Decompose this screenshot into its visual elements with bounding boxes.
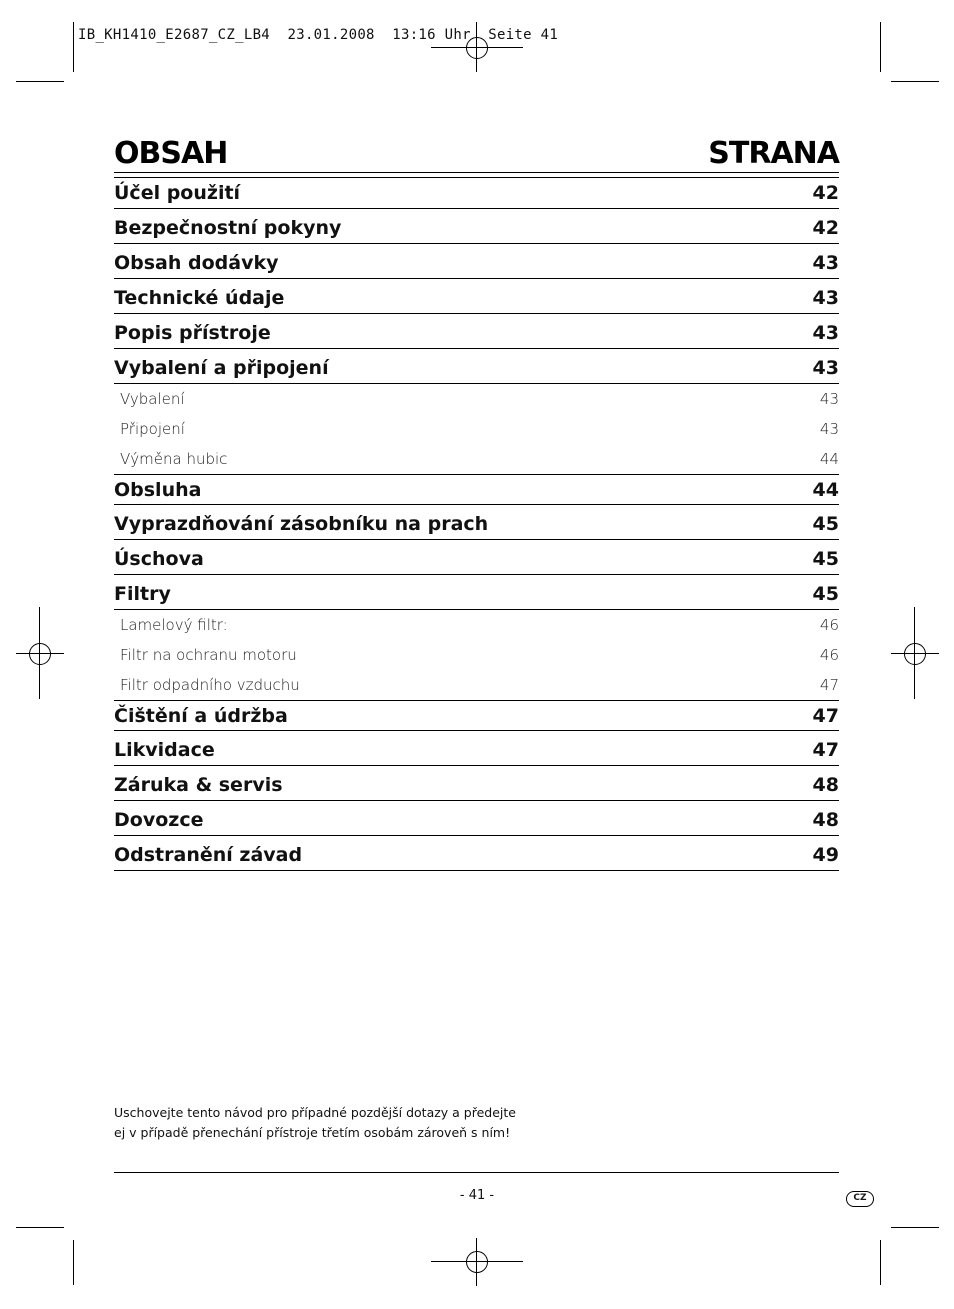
toc-subentry-title: Filtr odpadního vzduchu bbox=[120, 676, 300, 694]
toc-entry-page: 45 bbox=[812, 513, 839, 535]
table-of-contents bbox=[114, 134, 839, 871]
crop-mark-br-h bbox=[891, 1227, 939, 1228]
toc-subentry-page: 47 bbox=[819, 676, 839, 694]
toc-entry-page: 49 bbox=[812, 844, 839, 866]
toc-subentry bbox=[114, 670, 839, 700]
toc-body bbox=[114, 178, 839, 871]
toc-subentry-page: 43 bbox=[819, 420, 839, 438]
toc-entry-title: Obsah dodávky bbox=[114, 252, 279, 274]
storage-note bbox=[114, 1103, 534, 1143]
crop-mark-tl-h bbox=[16, 81, 64, 82]
toc-entry-page: 43 bbox=[812, 322, 839, 344]
toc-subentry-title: Připojení bbox=[120, 420, 185, 438]
toc-entry-page: 47 bbox=[812, 739, 839, 761]
toc-subentry bbox=[114, 444, 839, 474]
toc-entry bbox=[114, 735, 839, 766]
toc-subentry bbox=[114, 640, 839, 670]
toc-entry bbox=[114, 840, 839, 871]
toc-entry-page: 43 bbox=[812, 357, 839, 379]
toc-entry-page: 44 bbox=[812, 478, 839, 501]
crop-mark-bl-v bbox=[73, 1240, 74, 1285]
note-line: Uschovejte tento návod pro případné pozdější dotazy a předejte bbox=[114, 1105, 516, 1120]
toc-subentry-title: Vybalení bbox=[120, 390, 185, 408]
toc-entry-page: 43 bbox=[812, 252, 839, 274]
print-slug: IB_KH1410_E2687_CZ_LB4 23.01.2008 13:16 Uhr Seite 41 bbox=[78, 27, 559, 43]
page-number: - 41 - bbox=[459, 1188, 495, 1203]
reg-right-circle bbox=[904, 643, 926, 665]
toc-entry-page: 43 bbox=[812, 287, 839, 309]
toc-header bbox=[114, 134, 839, 171]
note-line: ej v případě přenechání přístroje třetím osobám zároveň s ním! bbox=[114, 1125, 511, 1140]
crop-mark-tr-v bbox=[880, 22, 881, 72]
crop-mark-br-v bbox=[880, 1240, 881, 1285]
toc-entry bbox=[114, 213, 839, 244]
toc-subentry bbox=[114, 610, 839, 640]
toc-subentry-page: 44 bbox=[819, 450, 839, 468]
crop-mark-tr-h bbox=[891, 81, 939, 82]
toc-subentry-title: Lamelový filtr: bbox=[120, 616, 228, 634]
toc-entry-page: 45 bbox=[812, 583, 839, 605]
toc-subentry bbox=[114, 384, 839, 414]
toc-entry bbox=[114, 700, 839, 731]
toc-entry-title: Dovozce bbox=[114, 809, 204, 831]
crop-mark-tl-v bbox=[73, 22, 74, 72]
toc-entry-title: Obsluha bbox=[114, 478, 202, 501]
toc-subentry-page: 46 bbox=[819, 616, 839, 634]
toc-subentry-title: Výměna hubic bbox=[120, 450, 228, 468]
toc-entry-title: Záruka & servis bbox=[114, 774, 283, 796]
toc-entry bbox=[114, 248, 839, 279]
toc-title: OBSAH bbox=[114, 136, 228, 171]
toc-entry bbox=[114, 318, 839, 349]
toc-entry-title: Úschova bbox=[114, 548, 204, 570]
toc-entry-title: Likvidace bbox=[114, 739, 215, 761]
toc-entry bbox=[114, 474, 839, 505]
toc-page-heading: STRANA bbox=[708, 136, 839, 171]
toc-entry bbox=[114, 805, 839, 836]
reg-bottom-circle bbox=[466, 1251, 488, 1273]
toc-entry-page: 45 bbox=[812, 548, 839, 570]
toc-subentry bbox=[114, 414, 839, 444]
toc-entry-title: Technické údaje bbox=[114, 287, 285, 309]
footer-rule bbox=[114, 1172, 839, 1173]
toc-subentry-title: Filtr na ochranu motoru bbox=[120, 646, 297, 664]
toc-entry-page: 42 bbox=[812, 182, 839, 204]
reg-left-circle bbox=[29, 643, 51, 665]
toc-entry-page: 48 bbox=[812, 809, 839, 831]
toc-entry-title: Filtry bbox=[114, 583, 171, 605]
toc-entry-title: Bezpečnostní pokyny bbox=[114, 217, 342, 239]
toc-entry-title: Popis přístroje bbox=[114, 322, 271, 344]
toc-entry bbox=[114, 544, 839, 575]
toc-entry bbox=[114, 509, 839, 540]
toc-entry-page: 42 bbox=[812, 217, 839, 239]
toc-entry-title: Vyprazdňování zásobníku na prach bbox=[114, 513, 489, 535]
toc-entry-title: Odstranění závad bbox=[114, 844, 303, 866]
toc-subentry-page: 46 bbox=[819, 646, 839, 664]
crop-mark-bl-h bbox=[16, 1227, 64, 1228]
toc-entry bbox=[114, 770, 839, 801]
toc-entry-page: 47 bbox=[812, 704, 839, 727]
toc-entry-title: Účel použití bbox=[114, 182, 241, 204]
toc-entry bbox=[114, 353, 839, 384]
toc-entry bbox=[114, 283, 839, 314]
toc-entry-title: Vybalení a připojení bbox=[114, 357, 329, 379]
language-badge: CZ bbox=[846, 1191, 874, 1207]
toc-entry-title: Čištění a údržba bbox=[114, 704, 288, 727]
toc-subentry-page: 43 bbox=[819, 390, 839, 408]
toc-entry bbox=[114, 579, 839, 610]
toc-entry-page: 48 bbox=[812, 774, 839, 796]
toc-entry bbox=[114, 178, 839, 209]
